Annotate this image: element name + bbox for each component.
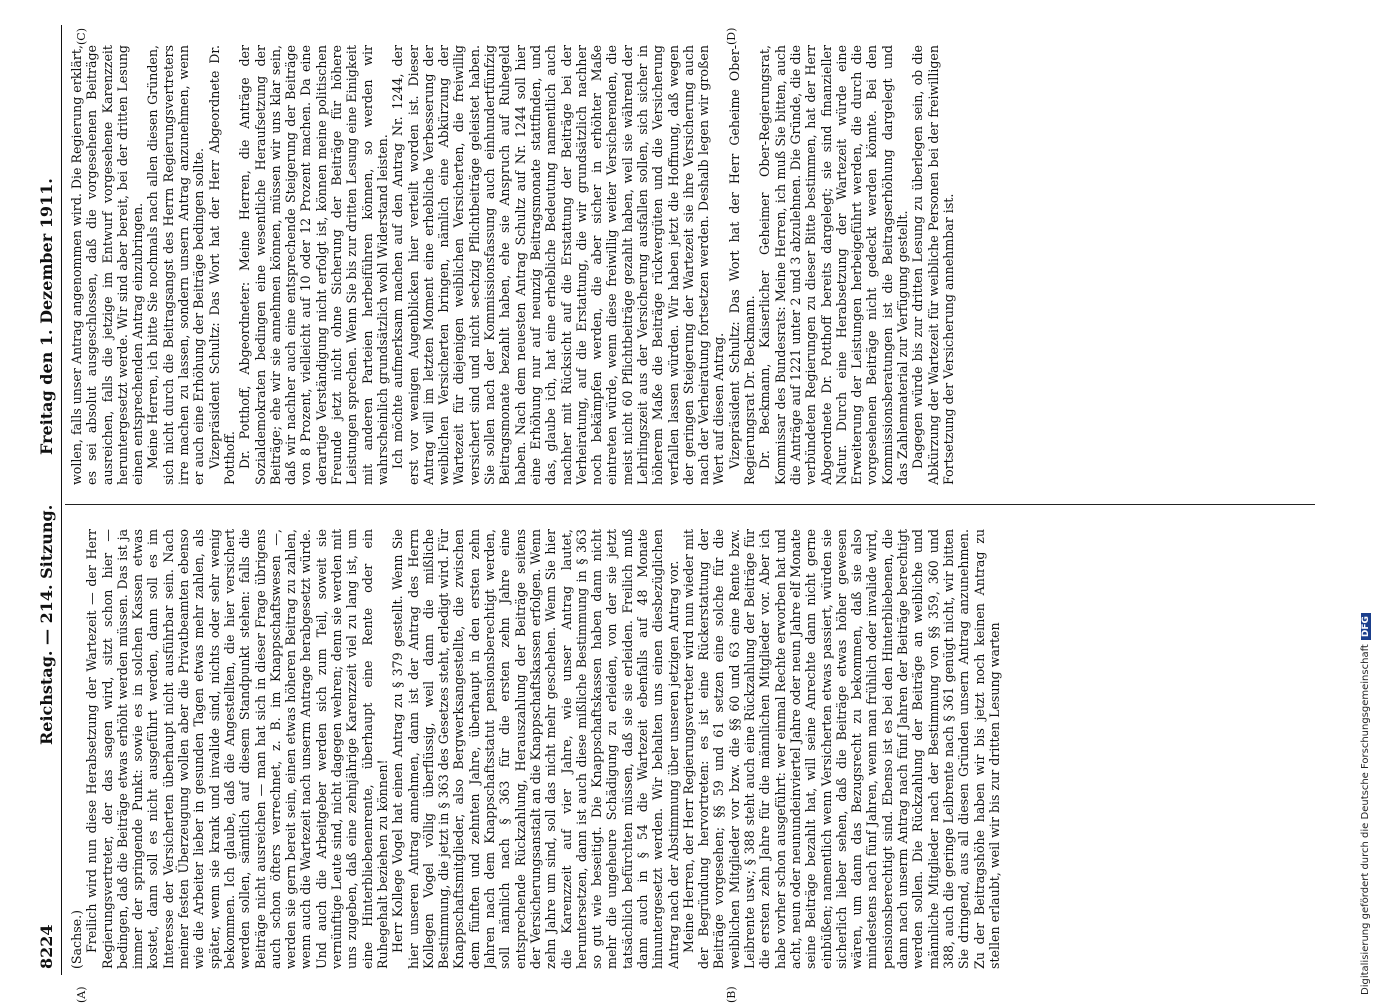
credit-text: Digitalisierung gefördert durch die Deutsche Forschungsgemeinschaft xyxy=(1360,644,1371,995)
digitization-credit xyxy=(1360,613,1371,995)
session-date: Freitag den 1. Dezember 1911. xyxy=(37,178,56,455)
margin-mark-a: (A) xyxy=(75,986,88,1003)
column-divider xyxy=(65,504,1315,505)
paragraph: Dr. Potthoff, Abgeordneter: Meine Herren, die Anträge der Sozialdemokraten bedingen eine wesentliche Heraufsetzung der Beiträge; ehe wir sie annehmen können, müssen wir uns klar sein, daß wir nachher auch eine entsprechende Steigerung der Beiträge von 8 Prozent, vielleicht auf 10 oder 12 Prozent machen. Da eine derartige Verständigung nicht erfolgt ist, können meine politischen Freunde jetzt nicht ohne Sicherung der Beiträge für höhere Leistungen sprechen. Wenn Sie bis zur dritten Lesung eine Einigkeit mit anderen Parteien herbeiführen können, so werden wir wahrscheinlich grundsätzlich wohl Widerstand leisten. xyxy=(237,45,390,485)
left-column xyxy=(69,529,1309,969)
running-title: Reichstag. — 214. Sitzung. xyxy=(37,504,56,745)
paragraph: Herr Kollege Vogel hat einen Antrag zu § 379 gestellt. Wenn Sie hier unseren Antrag annehmen, dann ist der Antrag des Herrn Kollegen Vogel völlig überflüssig, weil dann die mißliche Bestimmung, die jetzt in § 363 des Gesetzes steht, erledigt wird. Für Knappschaftsmitglieder, also Bergwerksangestellte, die zwischen dem fünften und zehnten Jahre, überhaupt in den ersten zehn Jahren nach dem Knappschaftsstatut pensionsberechtigt werden, soll nämlich nach § 363 für die ersten zehn Jahre eine entsprechende Rückzahlung, Herauszahlung der Beiträge seitens der Versicherungsanstalt an die Knappschaftskassen erfolgen. Wenn zehn Jahre um sind, soll das nicht mehr geschehen. Wenn Sie hier die Karenzzeit auf vier Jahre, wie unser Antrag lautet, heruntersetzen, dann ist auch diese mißliche Bestimmung in § 363 so gut wie beseitigt. Die Knappschaftskassen haben dann nicht mehr die ungeheure Schädigung zu erleiden, von der sie jetzt tatsächlich befürchten müssen, daß sie sie erleiden. Freilich muß dann auch in § 54 die Wartezeit ebenfalls auf 48 Monate hinuntergesetzt werden. Wir behalten uns einen diesbezüglichen Antrag nach der Abstimmung über unseren jetzigen Antrag vor. xyxy=(390,529,681,969)
paragraph: Vizepräsident Schultz: Das Wort hat der Herr Geheime Ober-Regierungsrat Dr. Beckmann. xyxy=(726,45,758,485)
margin-mark-d: (D) xyxy=(725,27,738,45)
margin-mark-b: (B) xyxy=(725,986,738,1003)
paragraph: Meine Herren, der Herr Regierungsvertreter wird nun wieder mit der Begründung hervortreten: es ist eine Rückerstattung der Beiträge vorgesehen; §§ 59 und 61 setzen eine solche für die weiblichen Mitglieder vor bzw. die §§ 60 und 63 eine Rente bzw. Leibrente usw.; § 388 steht auch eine Rückzahlung der Beiträge für die ersten zehn Jahre für die männlichen Mitglieder vor. Aber ich habe vorher schon ausgeführt: wer einmal Rechte erworben hat und acht, neun oder neunundeinviertel Jahre oder neun Jahre elf Monate seine Beiträge bezahlt hat, will seine Anrechte dann nicht gerne einbüßen; namentlich wenn Versicherten etwas passiert, würden sie sicherlich lieber sehen, daß die Beiträge etwas höher gewesen wären, um dann das Bezugsrecht zu bekommen, daß sie also mindestens nach fünf Jahren, wenn man frühlich oder invalide wird, pensionsberechtigt sind. Ebenso ist es bei den Hinterbliebenen, die dann nach unserm Antrag nach fünf Jahren der Beiträge berechtigt werden sollen. Die Rückzahlung der Beiträge an weibliche und männliche Mitglieder nach der Bestimmung von §§ 359, 360 und 388, auch die geringe Leibrente nach § 361 genügt nicht, wir bitten Sie dringend, aus all diesen Gründen unsern Antrag anzunehmen. Zu der Beitragshöhe haben wir bis jetzt noch keinen Antrag zu stellen erlaubt, weil wir bis zur dritten Lesung warten xyxy=(680,529,1002,969)
paragraph: Ich möchte aufmerksam machen auf den Antrag Nr. 1244, der erst vor wenigen Augenblicken hier verteilt worden ist. Dieser Antrag will im letzten Moment eine erhebliche Verbesserung der weiblichen Versicherten bringen, nämlich eine Abkürzung der Wartezeit für diejenigen weiblichen Versicherten, die freiwillig versichert sind und nicht sechzig Pflichtbeiträge geleistet haben. Sie sollen nach der Kommissionsfassung auch einhundertfünfzig Beitragsmonate bezahlt haben, ehe sie Anspruch auf Ruhegeld haben. Nach dem neuesten Antrag Schultz auf Nr. 1244 soll hier eine Erhöhung nur auf neunzig Beitragsmonate stattfinden, und das, glaube ich, hat eine erhebliche Bedeutung namentlich auch nachher mit Rücksicht auf die Erstattung der Beiträge bei der Verheiratung, auf die Erstattung, die wir grundsätzlich nachher noch bekämpfen werden, die aber sicher in erhöhter Maße eintreten würde, wenn diese freiwillig weiter Versicherenden, die meist nicht 60 Pflichtbeiträge gezahlt haben, weil sie während der Lehrlingszeit aus der Versicherung ausfallen sollen, sich sicher in höherem Maße die Beiträge rückvergüten und die Versicherung verfallen lassen würden. Wir haben jetzt die Hoffnung, daß wegen der geringen Steigerung der Wartezeit sie ihre Versicherung auch nach der Verheiratung fortsetzen werden. Deshalb legen wir großen Wert auf diesen Antrag. xyxy=(390,45,727,485)
margin-mark-c: (C) xyxy=(75,28,88,45)
paragraph: wollen, falls unser Antrag angenommen wird. Die Regierung erklärt, es sei absolut ausgeschlossen, daß die vorgesehenen Beiträge ausreichen, falls die jetzige im Entwurf vorgesehene Karenzzeit heruntergesetzt werde. Wir sind aber bereit, bei der dritten Lesung einen entsprechenden Antrag einzubringen. xyxy=(69,45,146,485)
paragraph: Dr. Beckmann, Kaiserlicher Geheimer Ober-Regierungsrat, Kommissar des Bundesrats: Meine Herren, ich muß Sie bitten, auch die Anträge auf 1221 unter 2 und 3 abzulehnen. Die Gründe, die die verbündeten Regierungen zu dieser Bitte bestimmen, hat der Herr Abgeordnete Dr. Potthoff bereits dargelegt; sie sind finanzieller Natur. Durch eine Herabsetzung der Wartezeit würde eine Erweiterung der Leistungen herbeigeführt werden, die durch die vorgesehenen Beiträge nicht gedeckt werden könnte. Bei den Kommissionsberatungen ist die Beitragserhöhung dargelegt und das Zahlenmaterial zur Verfügung gestellt. xyxy=(757,45,911,485)
page-number: 8224 xyxy=(37,924,56,969)
dfg-badge: DFG xyxy=(1361,613,1371,640)
right-column xyxy=(69,45,1309,485)
paragraph: Vizepräsident Schultz: Das Wort hat der Herr Abgeordnete Dr. Potthoff. xyxy=(206,45,237,485)
paragraph: Meine Herren, ich bitte Sie nochmals nach allen diesen Gründen, sich nicht durch die Beitragsangst des Herrn Regierungsvertreters irre machen zu lassen, sondern unsern Antrag anzunehmen, wenn er auch eine Erhöhung der Beiträge bedingen sollte. xyxy=(145,45,207,485)
speaker-tag: (Sachse.) xyxy=(69,909,84,969)
paragraph: Dagegen würde bis zur dritten Lesung zu überlegen sein, ob die Abkürzung der Wartezeit für weibliche Personen bei der freiwilligen Fortsetzung der Versicherung annehmbar ist. xyxy=(910,45,956,485)
rotated-page-content xyxy=(35,25,1325,1003)
paragraph: Freilich wird nun diese Herabsetzung der Wartezeit — der Herr Regierungsvertreter, der das sagen wird, sitzt schon hier — bedingen, daß die Beiträge etwas erhöht werden müssen. Das ist ja immer der springende Punkt: sowie es in solchen Kassen etwas kostet, dann soll es nicht ausgeführt werden, dann soll es im Interesse der Versicherten überhaupt nicht ausführbar sein. Nach meiner festen Überzeugung wollen aber die Privatbeamten ebenso wie die Arbeiter lieber in gesunden Tagen etwas mehr zahlen, als später, wenn sie krank und invalide sind, nichts oder sehr wenig bekommen. Ich glaube, daß die Angestellten, die hier versichert werden sollen, sämtlich auf diesem Standpunkt stehen: falls die Beiträge nicht ausreichen — man hat sich in dieser Frage übrigens auch schon öfters verrechnet, z. B. im Knappschaftswesen —, werden sie gern bereit sein, einen etwas höheren Beitrag zu zahlen, wenn auch die Wartezeit nach unserm Antrage herabgesetzt würde. Und auch die Arbeitgeber werden sich zum Teil, soweit sie vernünftige Leute sind, nicht dagegen wehren; denn sie werden mit uns zugeben, daß eine zehnjährige Karenzzeit viel zu lang ist, um eine Hinterbliebenenrente, überhaupt eine Rente oder ein Ruhegehalt beziehen zu können! xyxy=(84,529,390,969)
page-header xyxy=(35,25,62,975)
